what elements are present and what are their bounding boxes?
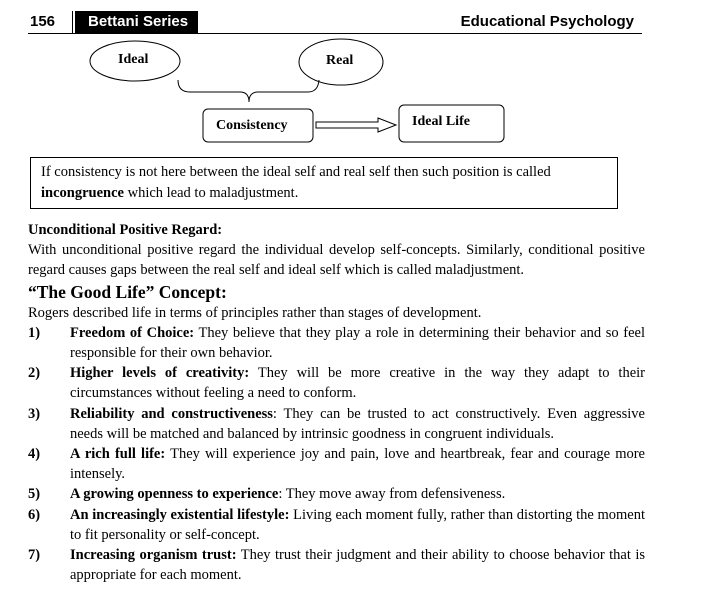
item-number: 3) <box>28 405 41 422</box>
list-item <box>28 505 645 545</box>
item-text: They will be more creative in the way they adapt to their circumstances without feeling a need to conform. <box>70 365 645 402</box>
list-item <box>28 545 645 585</box>
series-label: Bettani Series <box>75 11 198 33</box>
list-item <box>28 323 645 363</box>
self-consistency-diagram <box>0 0 704 150</box>
item-text: They will experience joy and pain, love and heartbreak, fear and courage more intensely. <box>70 446 645 483</box>
ideal-life-label: Ideal Life <box>412 114 470 129</box>
upr-heading: Unconditional Positive Regard: <box>28 222 223 238</box>
list-item <box>28 484 645 504</box>
item-text: They trust their judgment and their ability to choose behavior that is appropriate for each moment. <box>70 547 645 584</box>
arrow-icon <box>316 118 396 132</box>
list-item <box>28 363 645 403</box>
real-label: Real <box>326 53 354 68</box>
good-life-intro: Rogers described life in terms of principles rather than stages of development. <box>28 304 482 321</box>
main-content <box>28 220 645 585</box>
callout-text-before: If consistency is not here between the ideal self and real self then such position is called <box>41 164 551 180</box>
good-life-heading: “The Good Life” Concept: <box>28 281 227 302</box>
item-term: Higher levels of creativity: <box>70 365 250 382</box>
item-text: : They can be trusted to act constructively. Even aggressive needs will be matched and balanced by intrinsic goodness in congruent individuals. <box>70 405 645 442</box>
item-term: Reliability and constructiveness <box>70 405 273 422</box>
incongruence-callout <box>30 157 618 209</box>
item-number: 4) <box>28 446 41 463</box>
list-item <box>28 444 645 484</box>
item-term: A rich full life: <box>70 446 166 463</box>
item-number: 7) <box>28 547 41 564</box>
brace-connector <box>178 80 319 102</box>
item-number: 2) <box>28 365 41 382</box>
item-number: 6) <box>28 506 41 523</box>
item-term: A growing openness to experience <box>70 486 279 503</box>
item-text: Living each moment fully, rather than distorting the moment to fit personality or self-concept. <box>70 506 645 543</box>
page-number: 156 <box>30 13 56 30</box>
upr-paragraph: With unconditional positive regard the individual develop self-concepts. Similarly, conditional positive regard causes gaps between the real self and ideal self which is called maladjustment. <box>28 242 645 279</box>
item-text: : They move away from defensiveness. <box>278 486 506 503</box>
diagram-shapes <box>0 0 704 150</box>
item-term: An increasingly existential lifestyle: <box>70 506 290 523</box>
callout-term: incongruence <box>41 185 124 201</box>
ideal-label: Ideal <box>118 52 149 67</box>
list-item <box>28 404 645 444</box>
principles-list <box>28 323 645 586</box>
item-text: They believe that they play a role in determining their behavior and so feel responsible for their own behavior. <box>70 324 645 362</box>
item-term: Freedom of Choice: <box>70 324 195 341</box>
subject-title: Educational Psychology <box>460 13 634 30</box>
callout-text-after: which lead to maladjustment. <box>123 185 299 201</box>
item-term: Increasing organism trust: <box>70 547 237 564</box>
item-number: 5) <box>28 486 41 503</box>
item-number: 1) <box>28 324 41 341</box>
consistency-label: Consistency <box>216 118 288 133</box>
